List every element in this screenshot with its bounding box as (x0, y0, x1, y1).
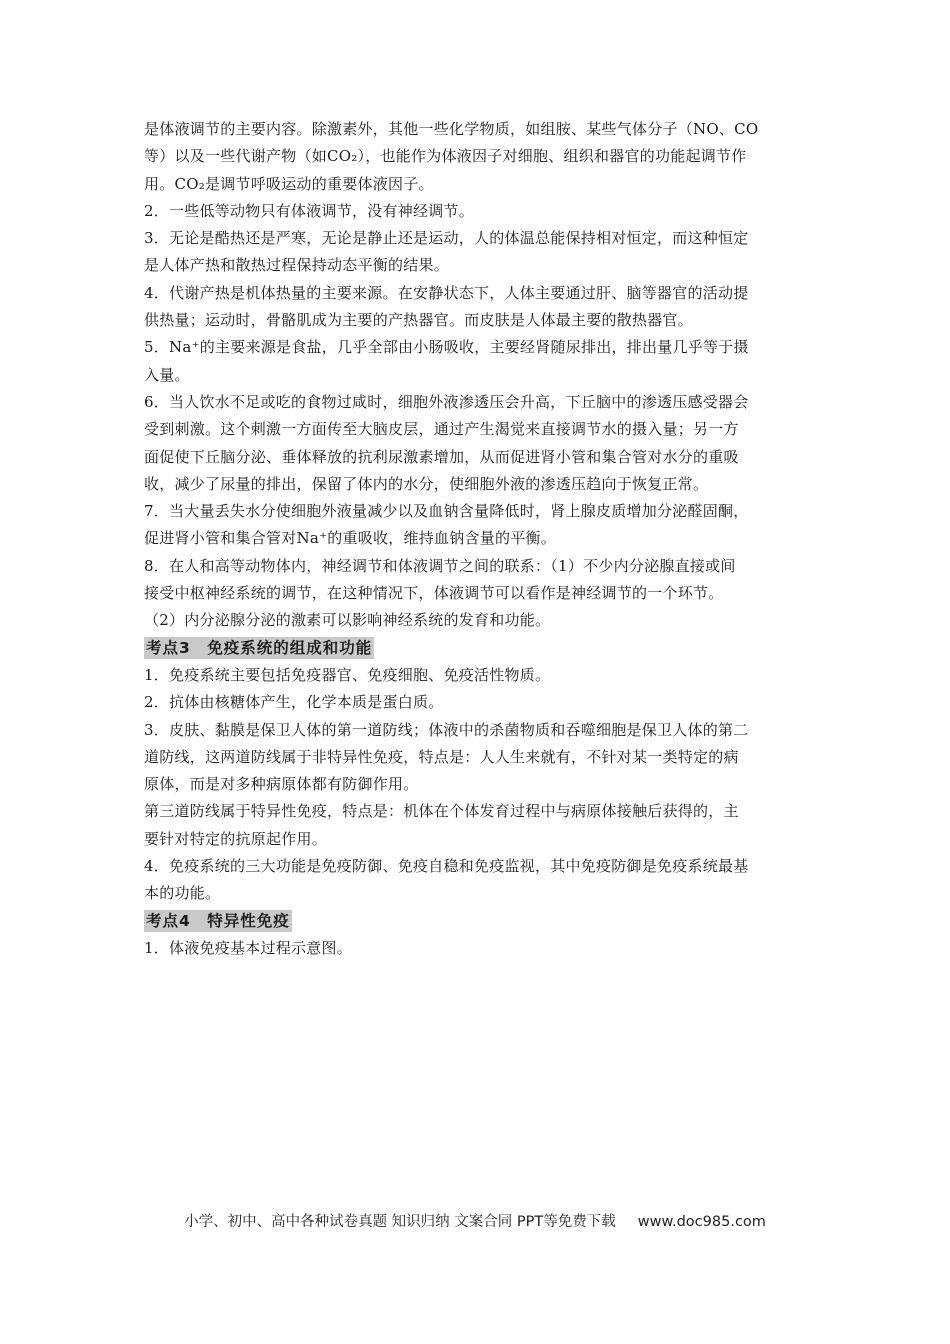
body-line: 第三道防线属于特异性免疫，特点是：机体在个体发育过程中与病原体接触后获得的，主 (144, 802, 739, 821)
body-line: 面促使下丘脑分泌、垂体释放的抗利尿激素增加，从而促进肾小管和集合管对水分的重吸 (144, 447, 739, 466)
body-line: 道防线，这两道防线属于非特异性免疫，特点是：人人生来就有，不针对某一类特定的病 (144, 747, 739, 766)
body-line: 用。CO₂是调节呼吸运动的重要体液因子。 (144, 174, 434, 193)
footer-text: 小学、初中、高中各种试卷真题 知识归纳 文案合同 PPT等免费下载 (184, 1214, 616, 1230)
body-line: 入量。 (144, 365, 190, 384)
body-line: 是人体产热和散热过程保持动态平衡的结果。 (144, 256, 450, 275)
body-line: 供热量；运动时，骨骼肌成为主要的产热器官。而皮肤是人体最主要的散热器官。 (144, 311, 694, 330)
footer-site-link[interactable]: www.doc985.com (637, 1214, 766, 1230)
section-heading: 考点3 免疫系统的组成和功能 (146, 638, 373, 657)
body-line: 要针对特定的抗原起作用。 (144, 829, 328, 848)
body-line: （2）内分泌腺分泌的激素可以影响神经系统的发育和功能。 (144, 611, 551, 630)
body-line: 3．皮肤、黏膜是保卫人体的第一道防线；体液中的杀菌物质和吞噬细胞是保卫人体的第二 (144, 720, 749, 739)
body-line: 是体液调节的主要内容。除激素外，其他一些化学物质，如组胺、某些气体分子（NO、CO (144, 120, 759, 138)
body-line: 1．体液免疫基本过程示意图。 (144, 938, 353, 957)
body-line: 4．免疫系统的三大功能是免疫防御、免疫自稳和免疫监视，其中免疫防御是免疫系统最基 (144, 857, 749, 876)
section-heading: 考点4 特异性免疫 (146, 911, 290, 930)
body-line: 5．Na⁺的主要来源是食盐，几乎全部由小肠吸收，主要经肾随尿排出，排出量几乎等于摄 (144, 338, 749, 357)
body-line: 3．无论是酷热还是严寒，无论是静止还是运动，人的体温总能保持相对恒定，而这种恒定 (144, 229, 749, 248)
body-line: 7．当大量丢失水分使细胞外液量减少以及血钠含量降低时，肾上腺皮质增加分泌醛固酮， (144, 502, 749, 521)
body-line: 促进肾小管和集合管对Na⁺的重吸收，维持血钠含量的平衡。 (144, 529, 556, 548)
body-line: 8．在人和高等动物体内，神经调节和体液调节之间的联系：（1）不少内分泌腺直接或间 (144, 556, 736, 575)
document-body (144, 116, 810, 962)
body-line: 收，减少了尿量的排出，保留了体内的水分，使细胞外液的渗透压趋向于恢复正常。 (144, 474, 709, 493)
body-line: 接受中枢神经系统的调节，在这种情况下，体液调节可以看作是神经调节的一个环节。 (144, 584, 724, 603)
body-line: 4．代谢产热是机体热量的主要来源。在安静状态下，人体主要通过肝、脑等器官的活动提 (144, 283, 749, 302)
body-line: 6．当人饮水不足或吃的食物过咸时，细胞外液渗透压会升高，下丘脑中的渗透压感受器会 (144, 392, 749, 411)
body-line: 等）以及一些代谢产物（如CO₂），也能作为体液因子对细胞、组织和器官的功能起调节作 (144, 147, 747, 166)
page-footer (0, 1210, 950, 1231)
body-line: 2．抗体由核糖体产生，化学本质是蛋白质。 (144, 693, 444, 712)
body-line: 本的功能。 (144, 884, 221, 903)
body-line: 原体，而是对多种病原体都有防御作用。 (144, 775, 419, 794)
body-line: 1．免疫系统主要包括免疫器官、免疫细胞、免疫活性物质。 (144, 665, 551, 684)
section-heading-row (144, 635, 810, 662)
body-line: 2．一些低等动物只有体液调节，没有神经调节。 (144, 201, 475, 220)
body-line: 受到刺激。这个刺激一方面传至大脑皮层，通过产生渴觉来直接调节水的摄入量；另一方 (144, 420, 739, 439)
section-heading-row (144, 908, 810, 935)
